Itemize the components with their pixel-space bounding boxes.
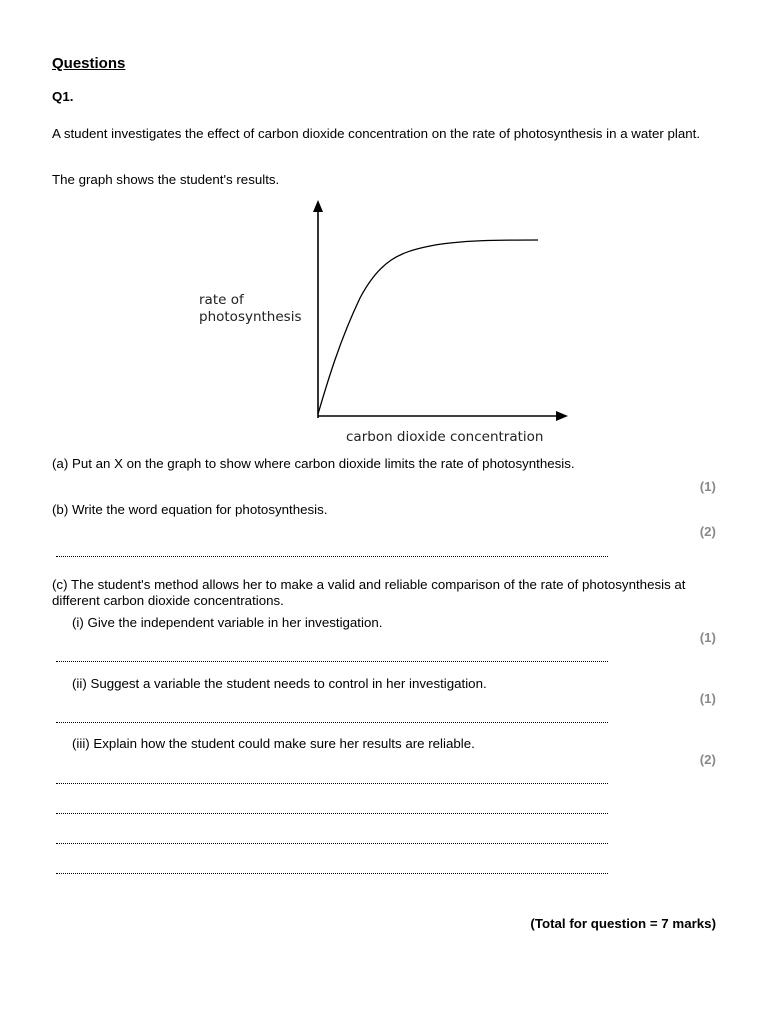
graph-intro: The graph shows the student's results. — [52, 172, 280, 187]
part-c-i-text: (i) Give the independent variable in her investigation. — [72, 615, 383, 630]
part-a-marks: (1) — [699, 479, 716, 494]
results-graph — [0, 190, 768, 455]
part-a-text: (a) Put an X on the graph to show where carbon dioxide limits the rate of photosynthesis. — [52, 456, 575, 471]
part-c-iii-marks: (2) — [699, 752, 716, 767]
part-b-text: (b) Write the word equation for photosynthesis. — [52, 502, 328, 517]
part-b-marks: (2) — [699, 524, 716, 539]
part-c-iii-text: (iii) Explain how the student could make sure her results are reliable. — [72, 736, 475, 751]
part-c-ii-text: (ii) Suggest a variable the student needs to control in her investigation. — [72, 676, 487, 691]
question-intro: A student investigates the effect of carbon dioxide concentration on the rate of photosynthesis in a water plant. — [52, 126, 701, 141]
part-c-text: (c) The student's method allows her to make a valid and reliable comparison of the rate of photosynthesis at different carbon dioxide concentrations. — [52, 577, 686, 608]
y-axis-arrow — [313, 200, 323, 212]
answer-line-c-iii-3[interactable] — [56, 843, 608, 844]
page-heading: Questions — [52, 55, 126, 72]
y-label-line2: photosynthesis — [199, 309, 302, 325]
part-c-i-marks: (1) — [699, 630, 716, 645]
y-label-line1: rate of — [199, 292, 244, 308]
total-marks: (Total for question = 7 marks) — [530, 916, 716, 931]
x-axis-arrow — [556, 411, 568, 421]
answer-line-b[interactable] — [56, 556, 608, 557]
question-number: Q1. — [52, 89, 74, 104]
answer-line-c-i[interactable] — [56, 661, 608, 662]
answer-line-c-iii-2[interactable] — [56, 813, 608, 814]
answer-line-c-ii[interactable] — [56, 722, 608, 723]
part-c-ii-marks: (1) — [699, 691, 716, 706]
answer-line-c-iii-1[interactable] — [56, 783, 608, 784]
x-label: carbon dioxide concentration — [346, 429, 544, 445]
answer-line-c-iii-4[interactable] — [56, 873, 608, 874]
rate-curve — [318, 240, 538, 414]
